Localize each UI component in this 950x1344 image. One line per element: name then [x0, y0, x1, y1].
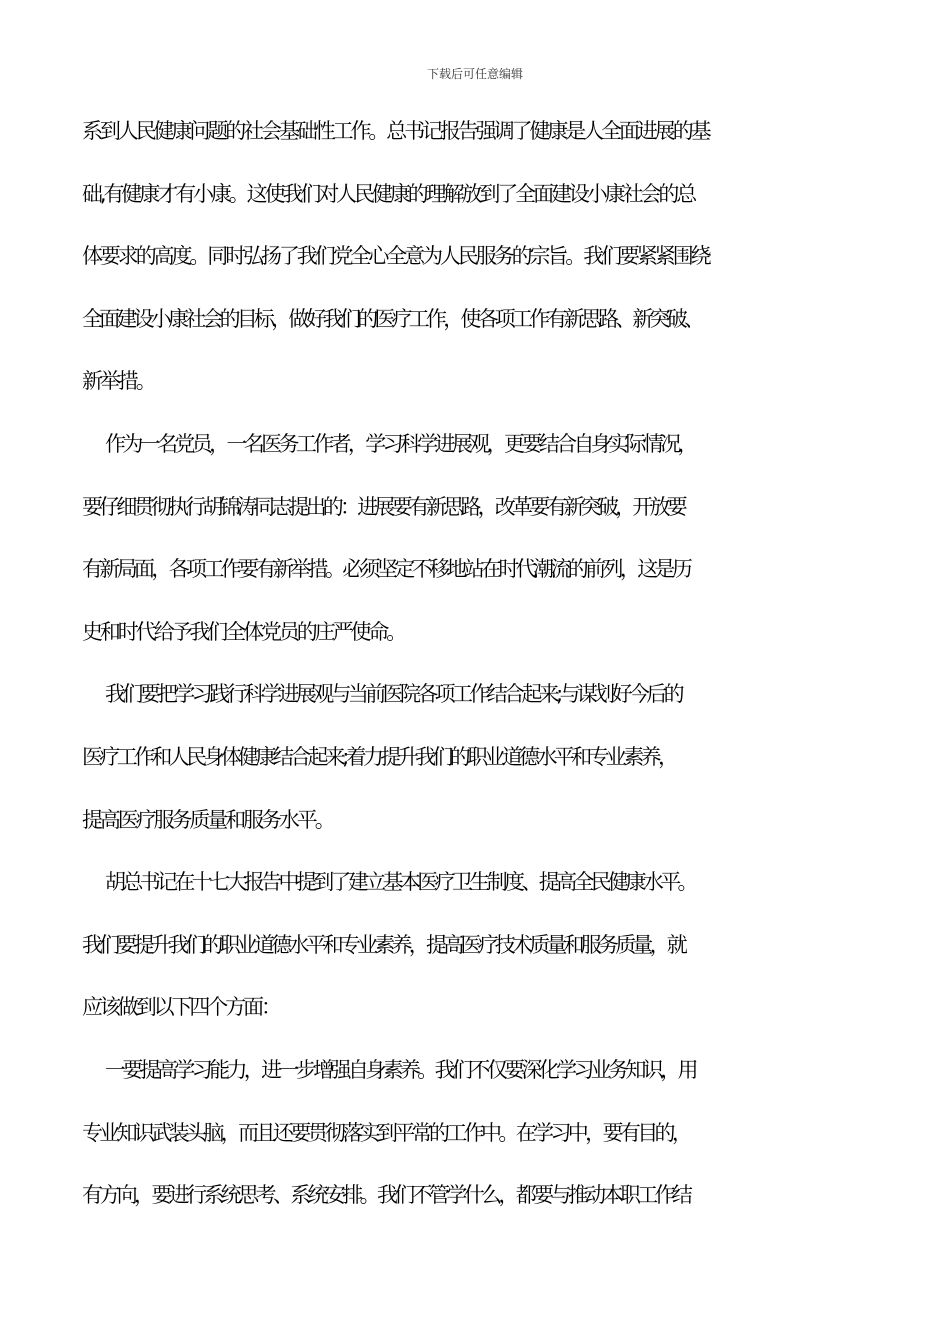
text-line: 全面建设小康社会的目标，做好我们的医疗工作，使各项工作有新思路、新突破、	[82, 306, 702, 331]
text-line: 医疗工作和人民身体健康结合起来;着力提升我们的职业道德水平和专业素养，	[82, 744, 676, 769]
text-line: 提高医疗服务质量和服务水平。	[82, 807, 333, 832]
text-line: 史和时代给予我们全体党员的庄严使命。	[82, 619, 405, 644]
text-line: 应该做到以下四个方面：	[82, 995, 279, 1020]
text-line: 础,有健康才有小康。这使我们对人民健康的理解放到了全面建设小康社会的总	[82, 181, 695, 206]
text-line: 系到人民健康问题的社会基础性工作。总书记报告强调了健康是人全面进展的基	[82, 119, 709, 143]
text-line: 新举措。	[82, 369, 154, 394]
paragraph-start-line: 我们要把学习践行科学进展观与当前医院各项工作结合起来;与谋划好今后的	[105, 682, 681, 707]
document-body	[82, 116, 882, 1243]
text-line: 有新局面，各项工作要有新举措。必须坚定不移地站在时代潮流的前列，这是历	[82, 557, 690, 582]
text-line: 有方向，要进行系统思考、系统安排。我们不管学什么，都要与推动本职工作结	[82, 1183, 690, 1208]
paragraph-start-line: 作为一名党员，一名医务工作者，学习科学进展观，更要结合自身实际情况，	[105, 431, 695, 456]
text-line: 要仔细贯彻执行胡锦涛同志提出的：进展要有新思路，改革要有新突破，开放要	[82, 494, 684, 519]
page-header: 下载后可任意编辑	[426, 67, 523, 81]
text-line: 体要求的高度。同时弘扬了我们党全心全意为人民服务的宗旨。我们要紧紧围绕	[82, 244, 709, 269]
paragraph-start-line: 胡总书记在十七大报告中提到了建立基本医疗卫生制度、提高全民健康水平。	[105, 870, 695, 895]
text-line: 专业知识武装头脑，而且还要贯彻落实到平常的工作中。在学习中，要有目的，	[82, 1120, 690, 1145]
text-line: 我们要提升我们的职业道德水平和专业素养，提高医疗技术质量和服务质量，就	[82, 932, 684, 957]
paragraph-start-line: 一要提高学习能力，进一步增强自身素养。我们不仅要深化学习业务知识，用	[105, 1057, 695, 1082]
